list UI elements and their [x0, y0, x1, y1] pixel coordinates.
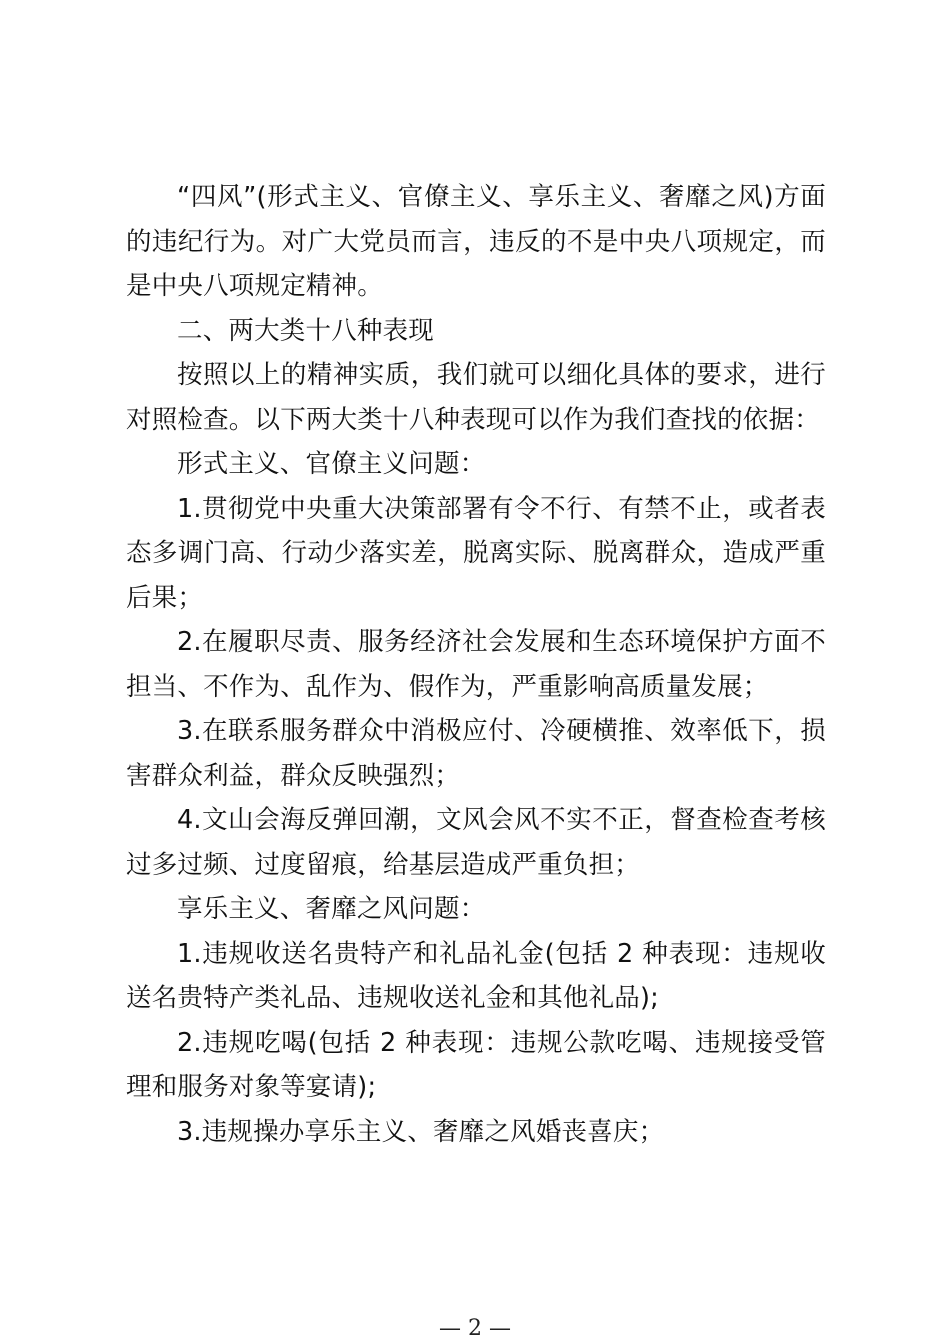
subheading-formalism: 形式主义、官僚主义问题：: [177, 449, 486, 479]
list-item-hedonism-2: 2.违规吃喝(包括 2 种表现：违规公款吃喝、违规接受管理和服务对象等宴请);: [126, 1027, 826, 1102]
section-heading-two-categories: 二、两大类十八种表现: [177, 315, 435, 346]
list-item-formalism-4: 4.文山会海反弹回潮，文风会风不实不正，督查检查考核过多过频、过度留痕，给基层造成严重负担；: [126, 805, 826, 880]
subheading-hedonism: 享乐主义、奢靡之风问题：: [177, 894, 486, 924]
list-item-hedonism-3: 3.违规操办享乐主义、奢靡之风婚丧喜庆；: [177, 1116, 665, 1147]
document-body: [126, 175, 826, 1154]
list-item-formalism-1: 1.贯彻党中央重大决策部署有令不行、有禁不止，或者表态多调门高、行动少落实差，脱离实际、脱离群众，造成严重后果；: [126, 493, 826, 613]
list-item-formalism-3: 3.在联系服务群众中消极应付、冷硬横推、效率低下，损害群众利益，群众反映强烈；: [126, 716, 826, 791]
paragraph-four-winds: “四风”(形式主义、官僚主义、享乐主义、奢靡之风)方面的违纪行为。对广大党员而言，违反的不是中央八项规定，而是中央八项规定精神。: [126, 182, 826, 301]
list-item-hedonism-1: 1.违规收送名贵特产和礼品礼金(包括 2 种表现：违规收送名贵特产类礼品、违规收送礼金和其他礼品);: [126, 938, 826, 1013]
paragraph-intro: 按照以上的精神实质，我们就可以细化具体的要求，进行对照检查。以下两大类十八种表现可以作为我们查找的依据：: [126, 360, 826, 435]
list-item-formalism-2: 2.在履职尽责、服务经济社会发展和生态环境保护方面不担当、不作为、乱作为、假作为，严重影响高质量发展；: [126, 627, 826, 702]
page-number: — 2 —: [439, 1316, 511, 1341]
